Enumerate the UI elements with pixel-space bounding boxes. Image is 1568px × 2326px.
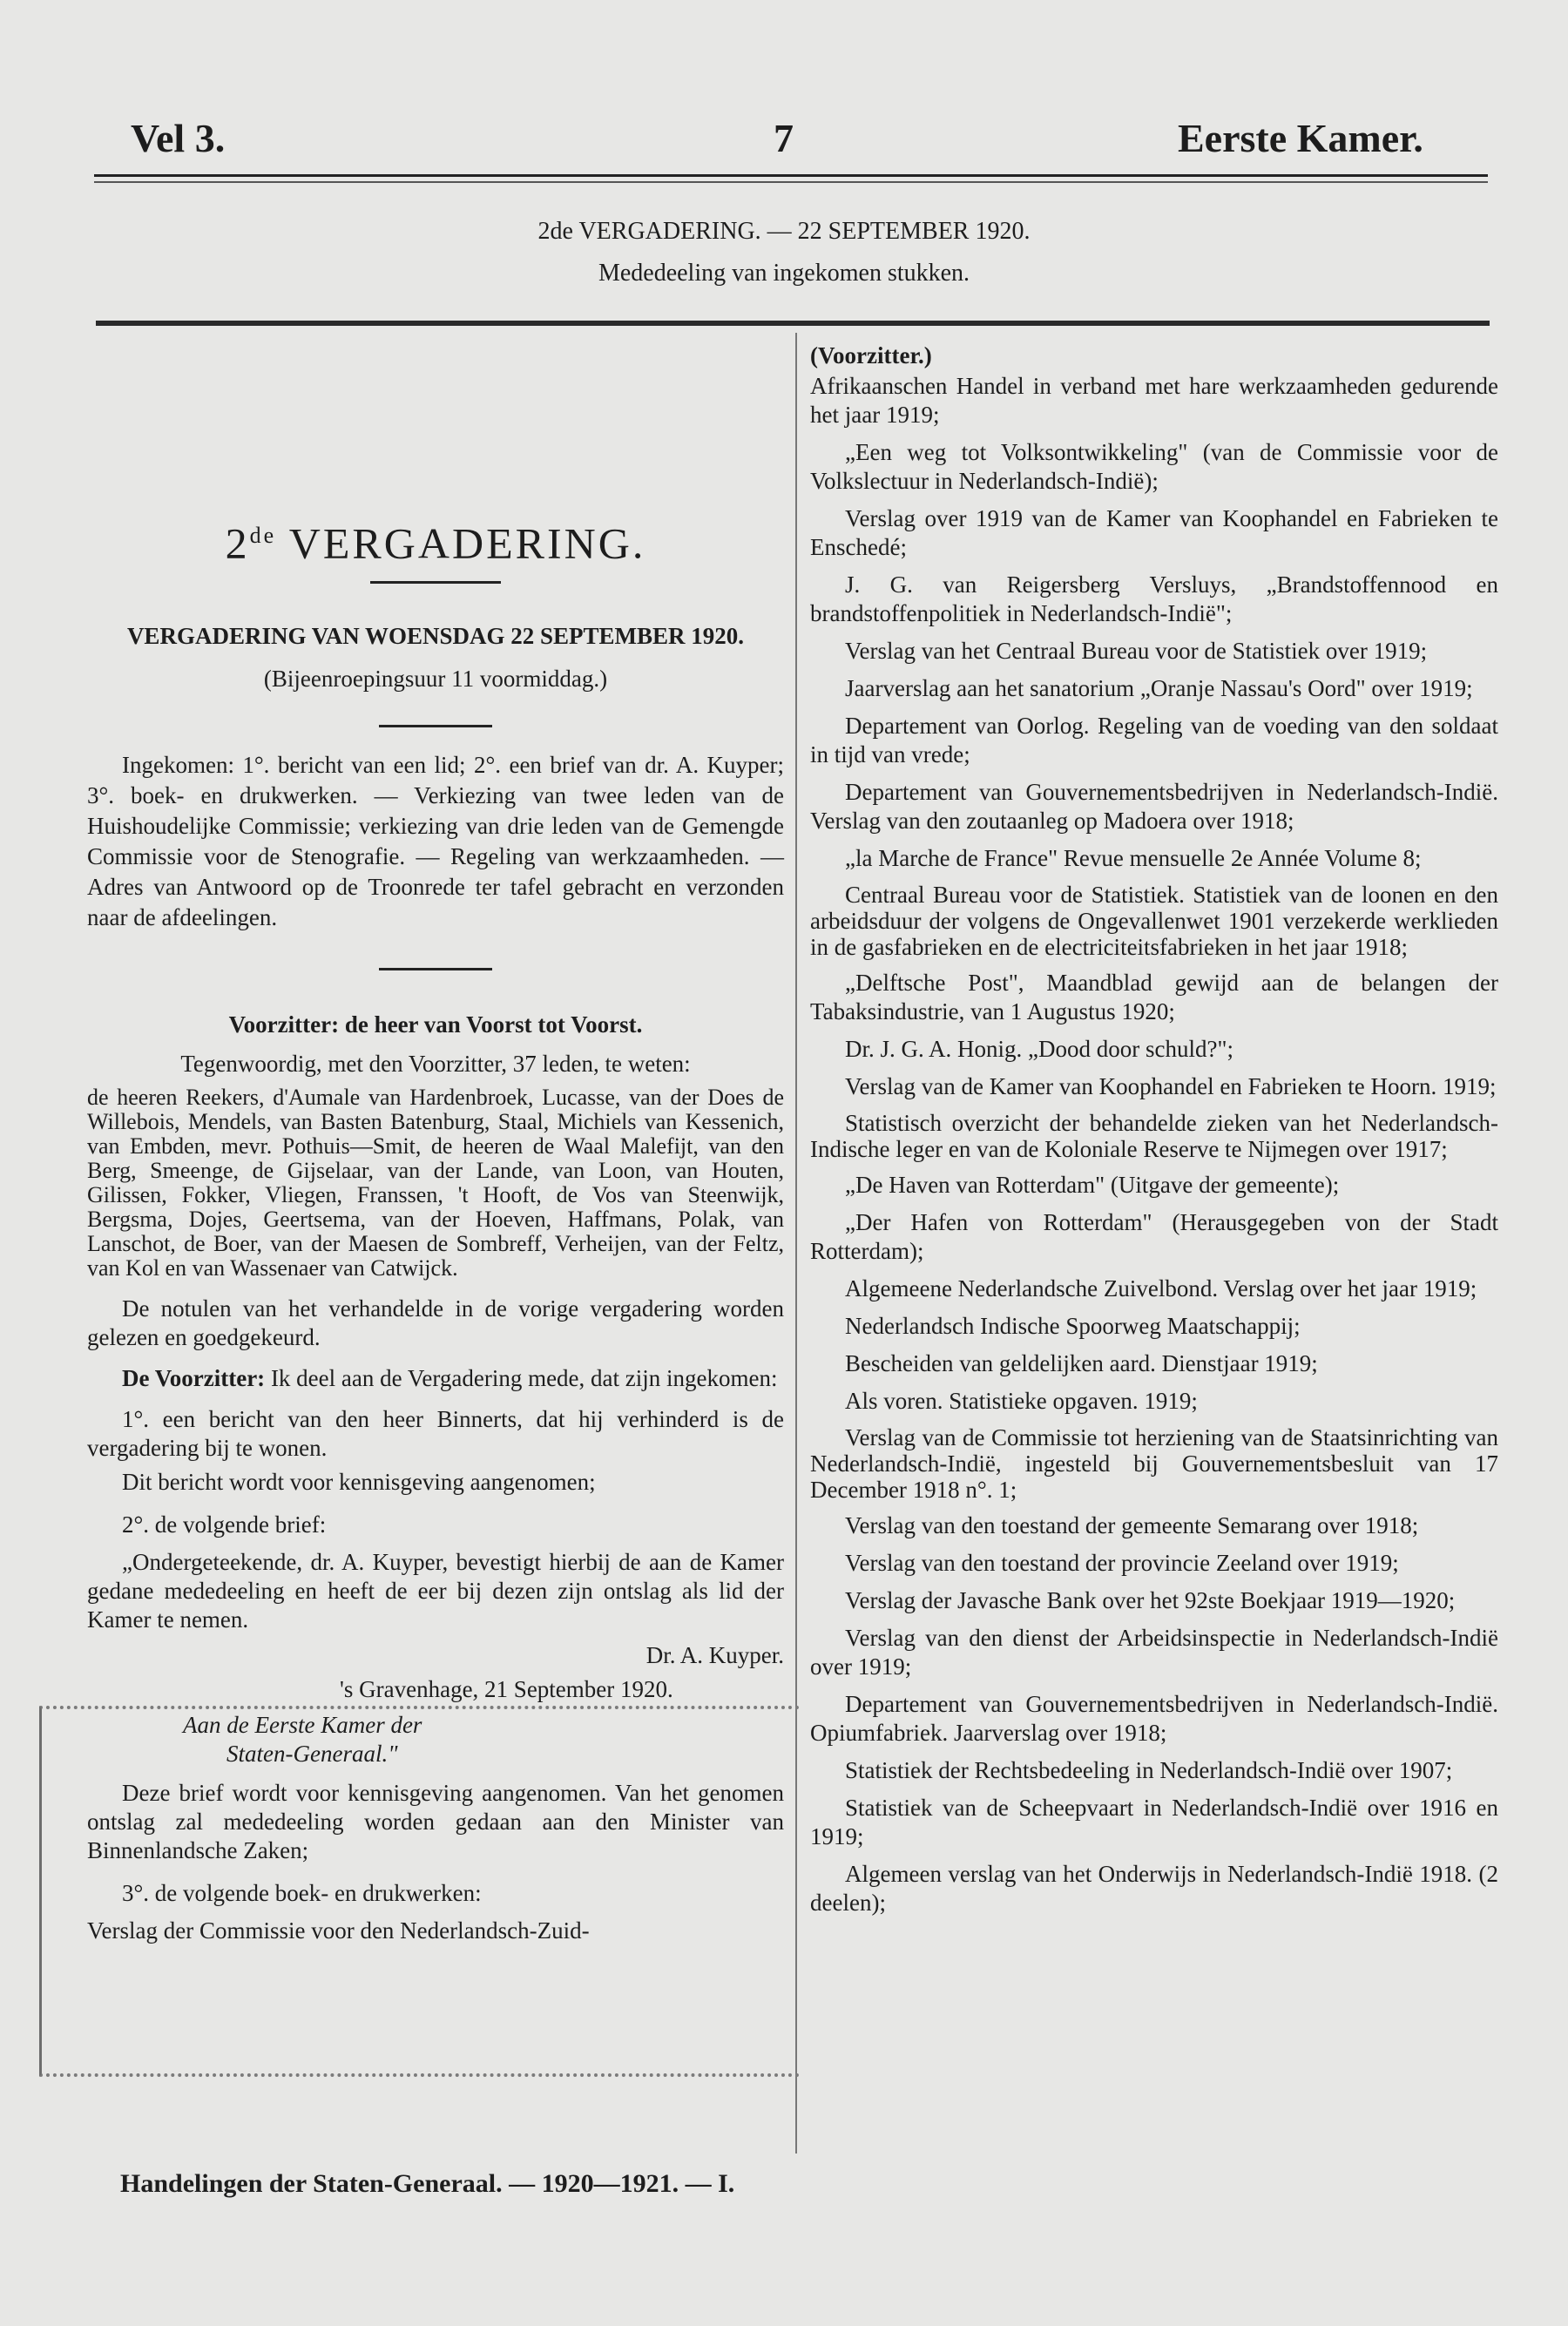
list-item: Verslag van den dienst der Arbeidsinspectie in Nederlandsch-Indië over 1919; <box>810 1625 1498 1680</box>
list-item: Departement van Gouvernementsbedrijven in Nederlandsch-Indië. Verslag van den zoutaanleg op Madoera over 1918; <box>810 779 1498 834</box>
right-column <box>810 341 1498 1917</box>
header-rule-top <box>94 174 1488 177</box>
section-divider <box>96 321 1490 326</box>
page-footer: Handelingen der Staten-Generaal. — 1920—1921. — I. <box>120 2169 735 2198</box>
list-item: Verslag over 1919 van de Kamer van Koophandel en Fabrieken te Enschedé; <box>810 505 1498 560</box>
chair-line: Voorzitter: de heer van Voorst tot Voorst. <box>228 1011 643 1038</box>
list-item: Dr. J. G. A. Honig. „Dood door schuld?"; <box>845 1036 1233 1062</box>
members-list: de heeren Reekers, d'Aumale van Hardenbroek, Lucasse, van der Does de Willebois, Mendels, van Basten Batenburg, Staal, Michiels van Kessenich, van Embden, mevr. Pothuis—Smit, de heeren de Waal Malefijt, van den Berg, Smeenge, de Gijselaar, van der Lande, van Loon, van Houten, Gilissen, Fokker, Vliegen, Franssen, 't Hooft, de Vos van Steenwijk, Bergsma, Dojes, Geertsema, van der Hoeven, Haffmans, Polak, van Lanschot, de Boer, van der Maesen de Sombreff, Verheijen, van der Feltz, van Kol en van Wassenaer van Catwijck. <box>87 1084 784 1281</box>
page-number: 7 <box>774 116 794 160</box>
letter-text: „Ondergeteekende, dr. A. Kuyper, bevestigt hierbij de aan de Kamer gedane mededeeling en heeft de eer bij dezen zijn ontslag als lid der Kamer te nemen. <box>87 1548 784 1633</box>
list-item: „la Marche de France" Revue mensuelle 2e Année Volume 8; <box>845 845 1422 871</box>
list-item: Jaarverslag aan het sanatorium „Oranje Nassau's Oord" over 1919; <box>845 675 1473 701</box>
left-column <box>87 518 784 1945</box>
list-item: Statistiek der Rechtsbedeeling in Nederlandsch-Indië over 1907; <box>845 1757 1453 1783</box>
list-item: J. G. van Reigersberg Versluys, „Brandstoffennood en brandstoffenpolitiek in Nederlandsch-Indië"; <box>810 571 1498 626</box>
title-rule <box>370 581 501 584</box>
list-item: Verslag van de Kamer van Koophandel en Fabrieken te Hoorn. 1919; <box>845 1073 1497 1099</box>
summary-rule <box>379 968 492 970</box>
item-3: 3°. de volgende boek- en drukwerken: <box>122 1879 482 1906</box>
list-item: Afrikaanschen Handel in verband met hare werkzaamheden gedurende het jaar 1919; <box>810 373 1498 428</box>
list-item: Verslag van den toestand der provincie Zeeland over 1919; <box>845 1550 1399 1576</box>
item-2: 2°. de volgende brief: <box>122 1511 327 1538</box>
list-item: Verslag van de Commissie tot herziening van de Staatsinrichting van Nederlandsch-Indië, ingesteld bij Gouvernementsbesluit van 17 December 1918 n°. 1; <box>810 1424 1498 1503</box>
letter-addressee-2: Staten-Generaal." <box>226 1740 398 1767</box>
list-item: „Delftsche Post", Maandblad gewijd aan de belangen der Tabaksindustrie, van 1 Augustus 1920; <box>810 970 1498 1024</box>
sheet-number: Vel 3. <box>131 116 226 160</box>
chair-statement: De Voorzitter: Ik deel aan de Vergadering mede, dat zijn ingekomen: <box>122 1364 778 1391</box>
list-item: Statistisch overzicht der behandelde zieken van het Nederlandsch-Indische leger en van de Koloniale Reserve te Nijmegen over 1917; <box>810 1110 1498 1162</box>
speaker-tag: (Voorzitter.) <box>810 342 932 369</box>
list-item: „Een weg tot Volksontwikkeling" (van de Commissie voor de Volkslectuur in Nederlandsch-Indië); <box>810 439 1498 494</box>
list-item: „De Haven van Rotterdam" (Uitgave der gemeente); <box>845 1172 1340 1198</box>
list-item: Als voren. Statistieke opgaven. 1919; <box>845 1388 1198 1414</box>
item-1: 1°. een bericht van den heer Binnerts, dat hij verhinderd is de vergadering bij te wonen. <box>87 1405 784 1461</box>
present-line: Tegenwoordig, met den Voorzitter, 37 leden, te weten: <box>180 1050 691 1077</box>
meeting-title: 2de VERGADERING. <box>225 518 646 568</box>
letter-addressee-1: Aan de Eerste Kamer der <box>183 1711 422 1738</box>
list-item: Verslag der Javasche Bank over het 92ste Boekjaar 1919—1920; <box>845 1587 1456 1613</box>
letter-signature: Dr. A. Kuyper. <box>645 1641 784 1668</box>
header-rule-bottom <box>94 181 1488 183</box>
session-line: 2de VERGADERING. — 22 SEPTEMBER 1920. <box>537 218 1031 245</box>
convene-time: (Bijeenroepingsuur 11 voormiddag.) <box>263 665 608 692</box>
minutes-note: De notulen van het verhandelde in de vorige vergadering worden gelezen en goedgekeurd. <box>87 1295 784 1350</box>
item-2-note: Deze brief wordt voor kennisgeving aangenomen. Van het genomen ontslag zal mededeeling worden gedaan aan den Minister van Binnenlandsche Zaken; <box>87 1779 784 1863</box>
convene-rule <box>379 725 492 727</box>
list-item: Verslag van den toestand der gemeente Semarang over 1918; <box>845 1512 1419 1538</box>
list-item: Centraal Bureau voor de Statistiek. Statistiek van de loonen en den arbeidsduur der volgens de Ongevallenwet 1901 verzekerde werklieden in de gasfabrieken en de electriciteitsfabrieken in het jaar 1918; <box>810 882 1498 960</box>
letter-place-date: 's Gravenhage, 21 September 1920. <box>340 1675 673 1702</box>
section-caption: Mededeeling van ingekomen stukken. <box>598 260 970 287</box>
list-item: Verslag van het Centraal Bureau voor de Statistiek over 1919; <box>845 638 1428 664</box>
list-item: Nederlandsch Indische Spoorweg Maatschappij; <box>845 1313 1301 1339</box>
list-item: Algemeen verslag van het Onderwijs in Nederlandsch-Indië 1918. (2 deelen); <box>810 1861 1498 1916</box>
list-item: Algemeene Nederlandsche Zuivelbond. Verslag over het jaar 1919; <box>845 1275 1477 1302</box>
list-item: Statistiek van de Scheepvaart in Nederlandsch-Indië over 1916 en 1919; <box>810 1795 1498 1849</box>
meeting-line: VERGADERING VAN WOENSDAG 22 SEPTEMBER 1920. <box>126 622 745 649</box>
list-item: Departement van Gouvernementsbedrijven in Nederlandsch-Indië. Opiumfabriek. Jaarverslag over 1918; <box>810 1691 1498 1746</box>
agenda-summary: Ingekomen: 1°. bericht van een lid; 2°. een brief van dr. A. Kuyper; 3°. boek- en drukwerken. — Verkiezing van twee leden van de Huishoudelijke Commissie; verkiezing van drie leden van de Gemengde Commissie voor de Stenografie. — Regeling van werkzaamheden. — Adres van Antwoord op de Troonrede ter tafel gebracht en verzonden naar de afdeelingen. <box>87 751 784 930</box>
chamber-name: Eerste Kamer. <box>1178 116 1423 160</box>
item-1-note: Dit bericht wordt voor kennisgeving aangenomen; <box>122 1468 596 1495</box>
list-item: Bescheiden van geldelijken aard. Dienstjaar 1919; <box>845 1350 1318 1376</box>
item-3-first-entry: Verslag der Commissie voor den Nederlandsch-Zuid- <box>87 1917 590 1944</box>
list-item: „Der Hafen von Rotterdam" (Herausgegeben von der Stadt Rotterdam); <box>810 1209 1498 1264</box>
list-item: Departement van Oorlog. Regeling van de voeding van den soldaat in tijd van vrede; <box>810 713 1498 767</box>
